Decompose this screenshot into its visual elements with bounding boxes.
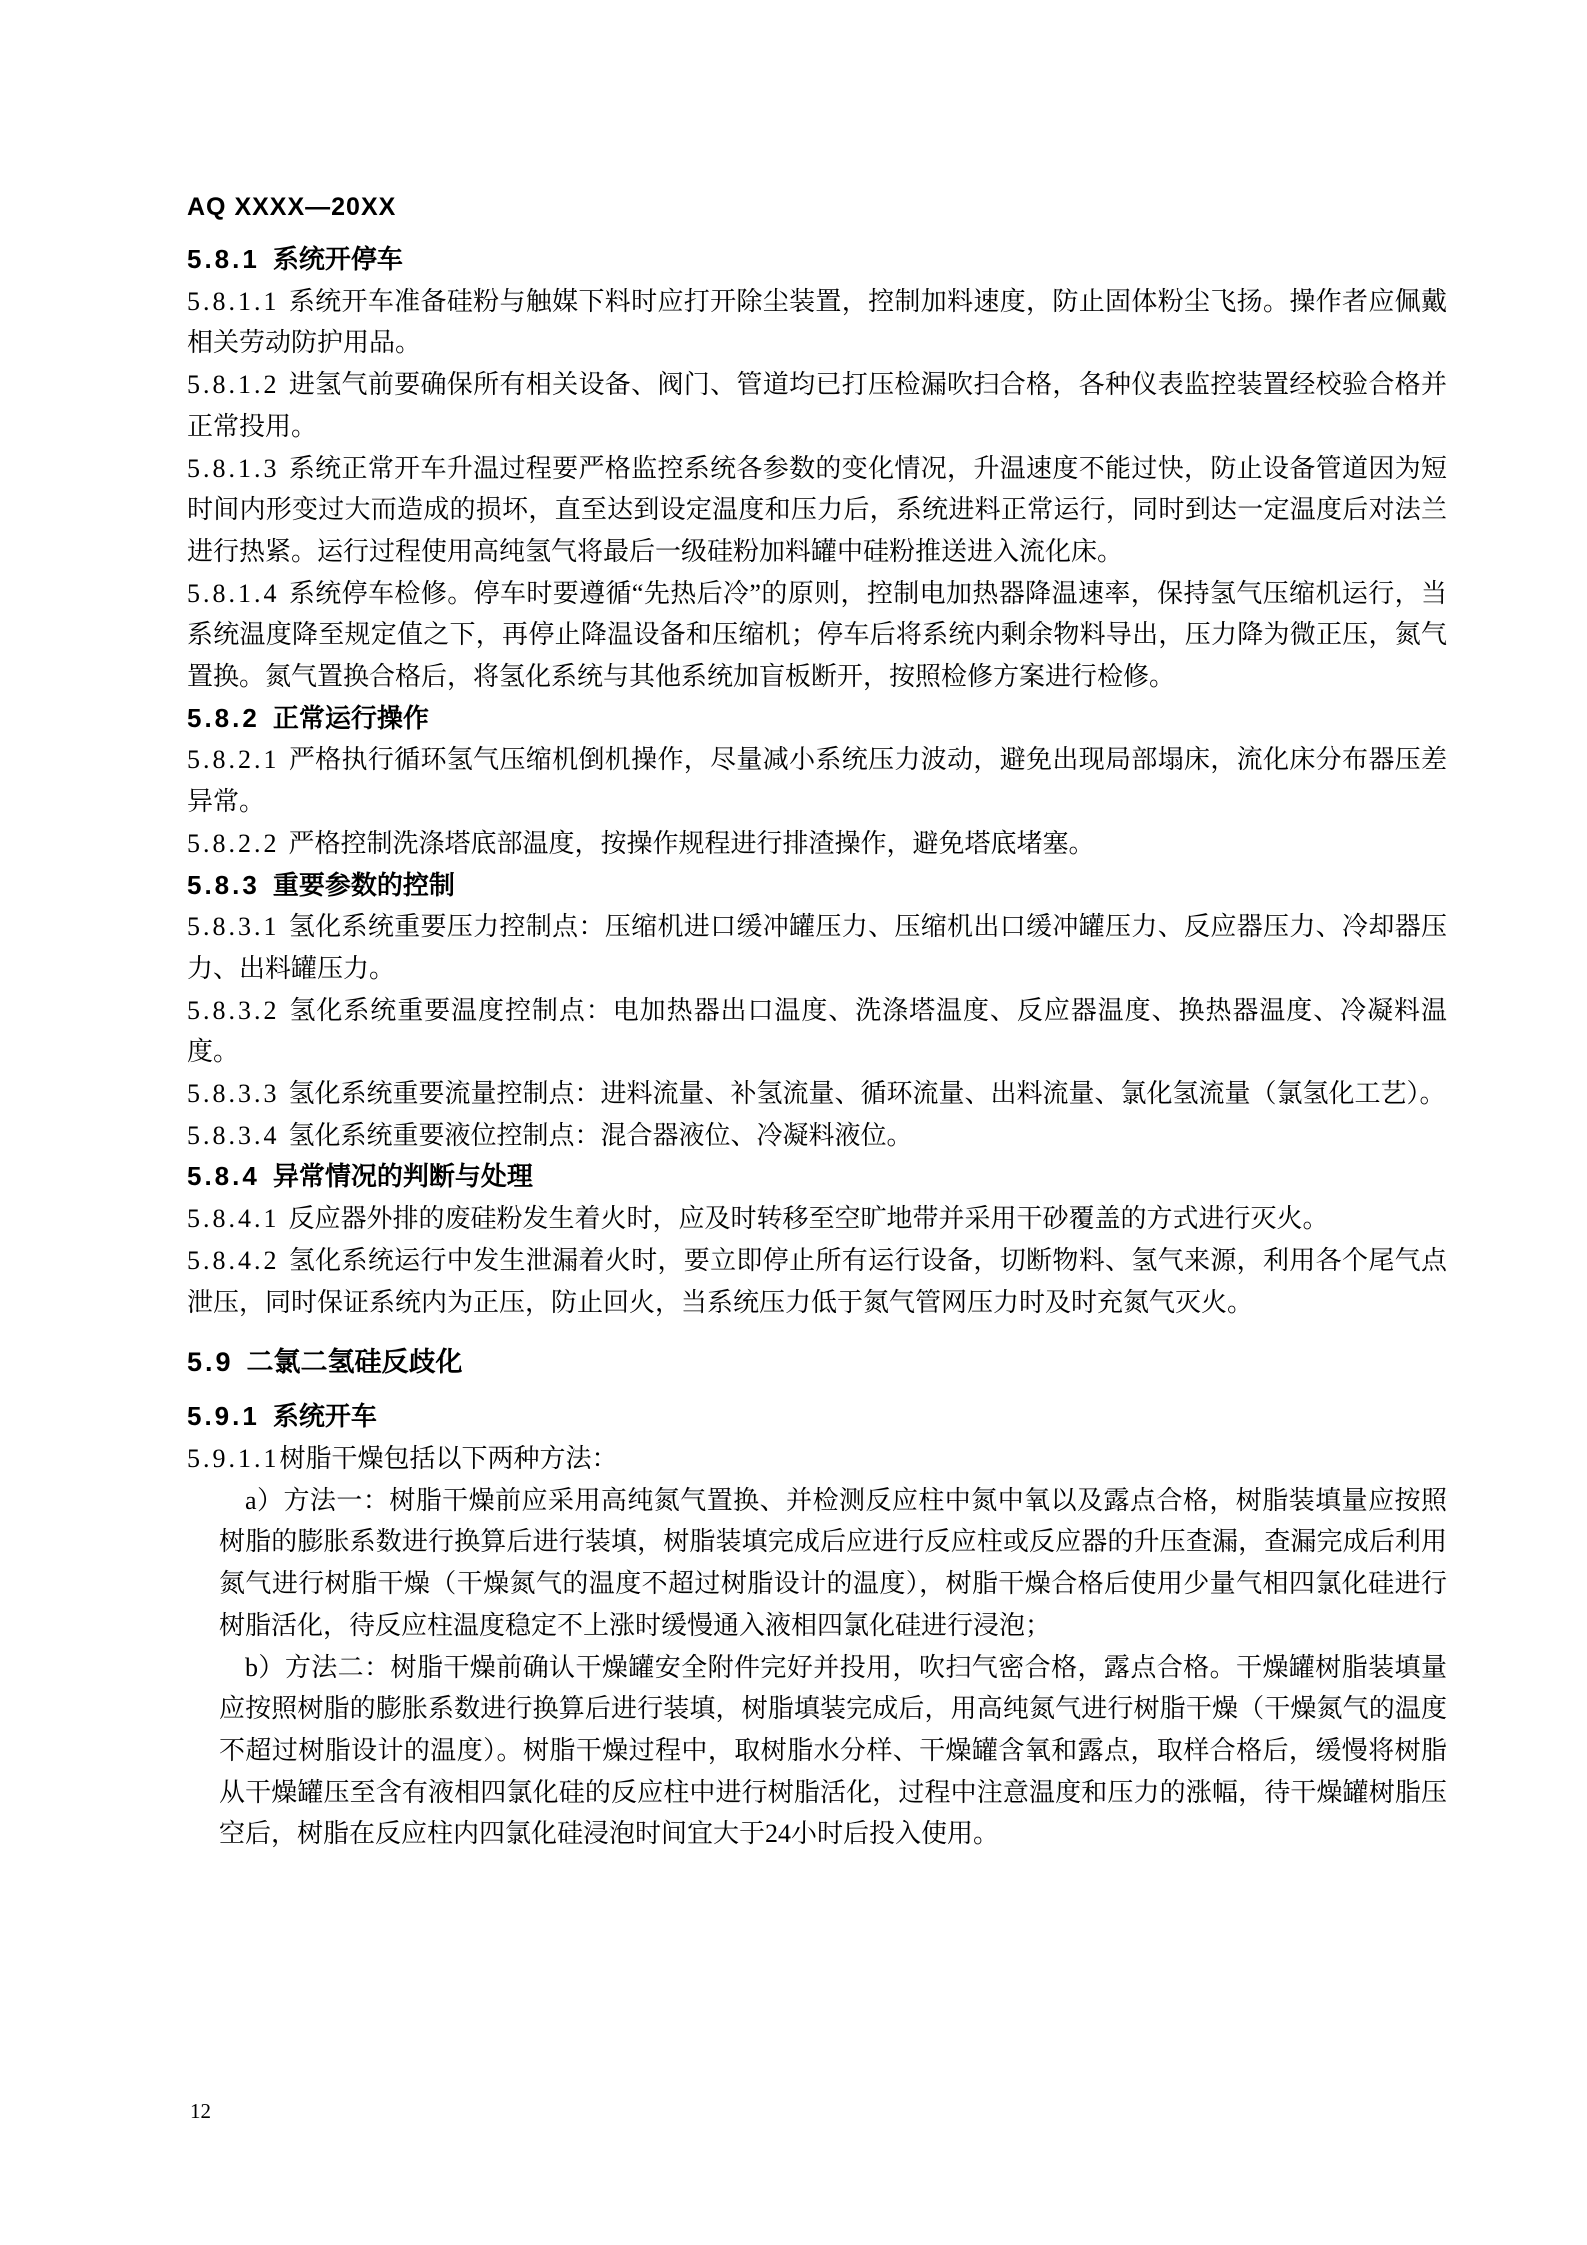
clause-number: 5.9.1: [187, 1401, 260, 1432]
clause-number: 5.8.1: [187, 244, 260, 274]
clause-title: 重要参数的控制: [272, 869, 455, 900]
page-content: [187, 192, 1447, 1855]
para-number: 5.9.1.1: [187, 1443, 280, 1473]
paragraph-5-8-1-1: [187, 281, 1447, 364]
list-label: a）: [245, 1485, 284, 1515]
para-text: 氢化系统运行中发生泄漏着火时，要立即停止所有运行设备，切断物料、氢气来源，利用各个尾气点泄压，同时保证系统内为正压，防止回火，当系统压力低于氮气管网压力时及时充氮气灭火。: [187, 1245, 1447, 1317]
list-item-b: [187, 1647, 1447, 1856]
clause-heading-5-8-4: [187, 1156, 1447, 1198]
section-heading-5-9: [187, 1341, 1447, 1383]
paragraph-5-8-3-3: [187, 1073, 1447, 1115]
clause-number: 5.8.4: [187, 1161, 260, 1192]
paragraph-5-8-2-2: [187, 823, 1447, 865]
list-text: 方法二：树脂干燥前确认干燥罐安全附件完好并投用，吹扫气密合格，露点合格。干燥罐树脂装填量应按照树脂的膨胀系数进行换算后进行装填，树脂填装完成后，用高纯氮气进行树脂干燥（干燥氮气的温度不超过树脂设计的温度）。树脂干燥过程中，取树脂水分样、干燥罐含氧和露点，取样合格后，缓慢将树脂从干燥罐压至含有液相四氯化硅的反应柱中进行树脂活化，过程中注意温度和压力的涨幅，待干燥罐树脂压空后，树脂在反应柱内四氯化硅浸泡时间宜大于24小时后投入使用。: [219, 1652, 1447, 1849]
paragraph-5-8-3-2: [187, 990, 1447, 1073]
clause-number: 5.8.2: [187, 702, 260, 733]
clause-title: 系统开停车: [272, 244, 403, 274]
para-text: 氢化系统重要压力控制点：压缩机进口缓冲罐压力、压缩机出口缓冲罐压力、反应器压力、冷却器压力、出料罐压力。: [187, 912, 1447, 983]
clause-number: 5.8.3: [187, 869, 260, 900]
para-number: 5.8.3.3: [187, 1079, 280, 1109]
clause-heading-5-8-3: [187, 865, 1447, 907]
para-number: 5.8.1.4: [187, 578, 280, 608]
doc-header: AQ XXXX—20XX: [187, 193, 397, 221]
paragraph-5-8-3-4: [187, 1115, 1447, 1157]
list-text: 方法一：树脂干燥前应采用高纯氮气置换、并检测反应柱中氮中氧以及露点合格，树脂装填量应按照树脂的膨胀系数进行换算后进行装填，树脂装填完成后应进行反应柱或反应器的升压查漏，查漏完成后利用氮气进行树脂干燥（干燥氮气的温度不超过树脂设计的温度），树脂干燥合格后使用少量气相四氯化硅进行树脂活化，待反应柱温度稳定不上涨时缓慢通入液相四氯化硅进行浸泡；: [219, 1485, 1447, 1640]
para-number: 5.8.2.1: [187, 745, 280, 775]
para-text: 氢化系统重要温度控制点：电加热器出口温度、洗涤塔温度、反应器温度、换热器温度、冷凝料温度。: [187, 995, 1447, 1067]
para-number: 5.8.4.1: [187, 1204, 280, 1234]
section-number: 5.9: [187, 1347, 234, 1378]
para-text: 严格执行循环氢气压缩机倒机操作，尽量减小系统压力波动，避免出现局部塌床，流化床分布器压差异常。: [187, 745, 1447, 817]
paragraph-5-8-4-1: [187, 1198, 1447, 1240]
para-text: 系统停车检修。停车时要遵循“先热后冷”的原则，控制电加热器降温速率，保持氢气压缩机运行，当系统温度降至规定值之下，再停止降温设备和压缩机；停车后将系统内剩余物料导出，压力降为微正压，氮气置换。氮气置换合格后，将氢化系统与其他系统加盲板断开，按照检修方案进行检修。: [187, 578, 1447, 692]
para-text: 反应器外排的废硅粉发生着火时，应及时转移至空旷地带并采用干砂覆盖的方式进行灭火。: [288, 1204, 1329, 1234]
list-label: b）: [245, 1652, 285, 1682]
para-number: 5.8.3.4: [187, 1120, 280, 1150]
para-number: 5.8.3.1: [187, 912, 280, 942]
page-number: 12: [190, 2099, 211, 2123]
paragraph-5-8-4-2: [187, 1240, 1447, 1323]
paragraph-5-8-1-3: [187, 448, 1447, 573]
paragraph-5-8-1-2: [187, 364, 1447, 447]
para-text: 系统开车准备硅粉与触媒下料时应打开除尘装置，控制加料速度，防止固体粉尘飞扬。操作者应佩戴相关劳动防护用品。: [187, 286, 1447, 358]
clause-title: 异常情况的判断与处理: [272, 1161, 533, 1192]
para-number: 5.8.1.2: [187, 370, 280, 400]
paragraph-5-9-1-1: [187, 1438, 1447, 1480]
clause-title: 系统开车: [272, 1401, 377, 1432]
para-text: 严格控制洗涤塔底部温度，按操作规程进行排渣操作，避免塔底堵塞。: [288, 828, 1095, 858]
paragraph-5-8-1-4: [187, 573, 1447, 698]
clause-heading-5-8-2: [187, 698, 1447, 740]
clause-heading-5-8-1: [187, 239, 1447, 281]
para-text: 氢化系统重要液位控制点：混合器液位、冷凝料液位。: [288, 1120, 913, 1150]
para-text: 进氢气前要确保所有相关设备、阀门、管道均已打压检漏吹扫合格，各种仪表监控装置经校验合格并正常投用。: [187, 370, 1447, 441]
para-number: 5.8.1.3: [187, 453, 280, 483]
para-text: 树脂干燥包括以下两种方法：: [279, 1443, 618, 1473]
para-text: 氢化系统重要流量控制点：进料流量、补氢流量、循环流量、出料流量、氯化氢流量（氯氢化工艺）。: [288, 1079, 1446, 1109]
clause-title: 正常运行操作: [272, 702, 429, 733]
paragraph-5-8-2-1: [187, 739, 1447, 822]
para-number: 5.8.2.2: [187, 828, 280, 858]
clause-heading-5-9-1: [187, 1396, 1447, 1438]
para-number: 5.8.1.1: [187, 286, 280, 316]
paragraph-5-8-3-1: [187, 906, 1447, 989]
para-number: 5.8.4.2: [187, 1245, 280, 1275]
list-item-a: [187, 1480, 1447, 1647]
para-text: 系统正常开车升温过程要严格监控系统各参数的变化情况，升温速度不能过快，防止设备管道因为短时间内形变过大而造成的损坏，直至达到设定温度和压力后，系统进料正常运行，同时到达一定温度后对法兰进行热紧。运行过程使用高纯氢气将最后一级硅粉加料罐中硅粉推送进入流化床。: [187, 453, 1447, 566]
section-title: 二氯二氢硅反歧化: [246, 1347, 463, 1378]
para-number: 5.8.3.2: [187, 995, 280, 1025]
